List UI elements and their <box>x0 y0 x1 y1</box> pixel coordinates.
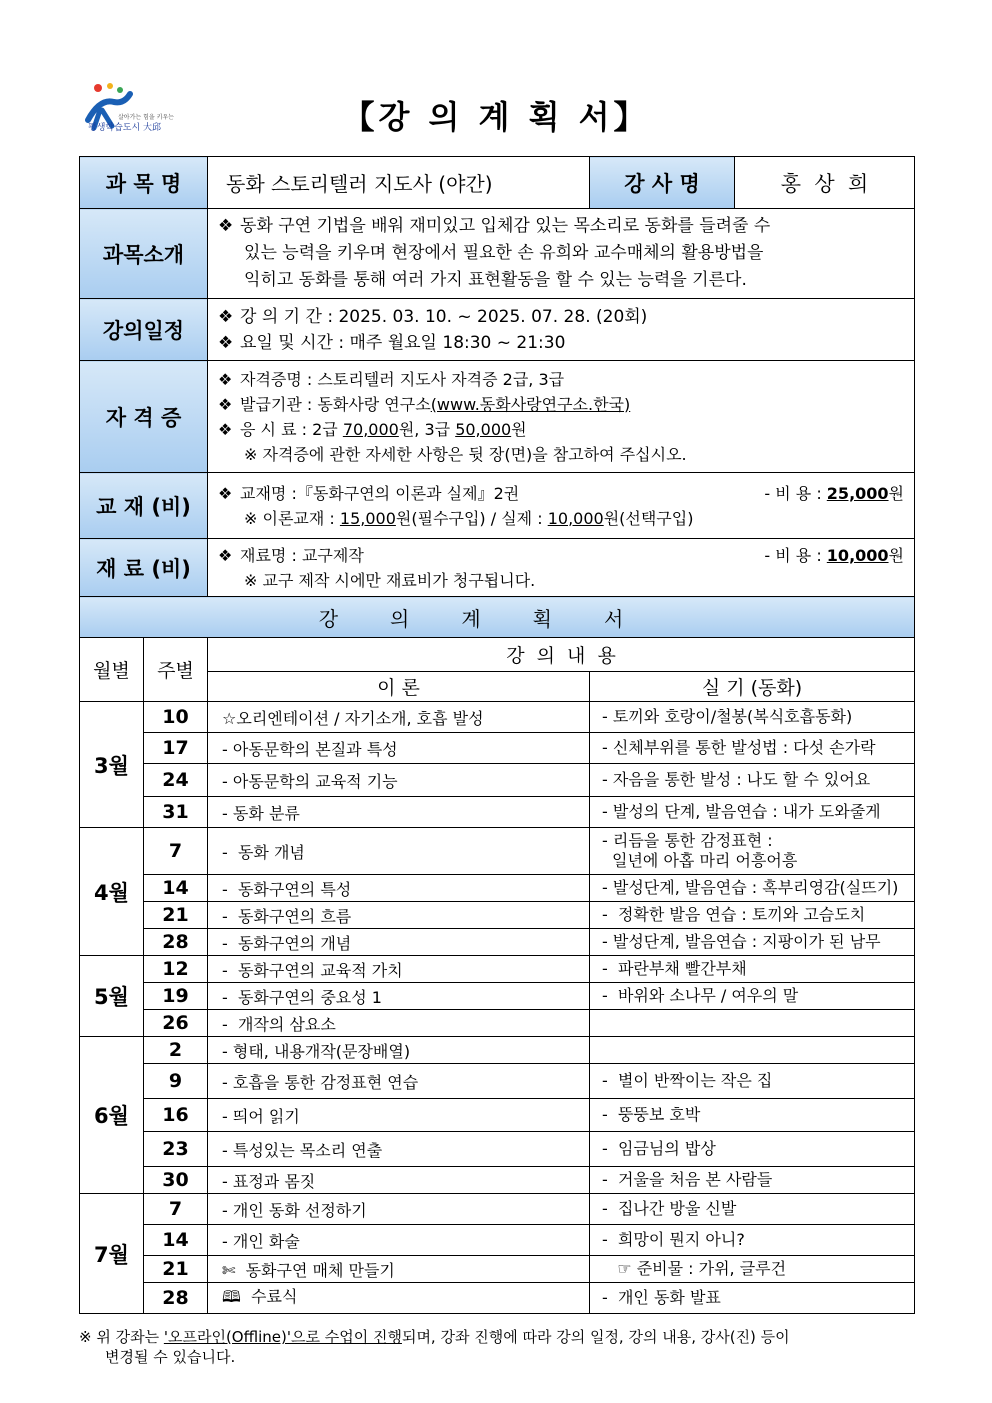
practice-cell <box>590 1037 915 1064</box>
diamond-bullet-icon: ❖ <box>218 306 234 327</box>
subject-value: 동화 스토리텔러 지도사 (야간) <box>208 157 590 209</box>
week-cell: 12 <box>144 956 208 983</box>
table-row <box>80 875 915 902</box>
textbook-cost-value: 25,000 <box>826 483 889 503</box>
table-row <box>80 902 915 929</box>
textbook-label: 교 재 (비) <box>80 473 208 539</box>
plan-section-title: 강의계획서 <box>80 597 915 638</box>
cert-fee-prefix: 응 시 료 : 2급 <box>240 419 343 439</box>
theory-cell: - 동화구연의 특성 <box>208 875 590 902</box>
theory-cell: - 개작의 삼요소 <box>208 1010 590 1037</box>
week-cell: 9 <box>144 1064 208 1099</box>
practice-line: - 리듬을 통한 감정표현 : <box>602 831 773 850</box>
practice-cell <box>590 1064 915 1099</box>
cert-issuer: 발급기관 : 동화사랑 연구소 <box>240 394 431 414</box>
table-row <box>80 733 915 764</box>
week-cell: 28 <box>144 1283 208 1314</box>
cert-name: 자격증명 : 스토리텔러 지도사 자격증 2급, 3급 <box>240 369 565 389</box>
material-name: 재료명 : 교구제작 <box>240 545 364 565</box>
week-cell: 24 <box>144 764 208 797</box>
col-content: 강 의 내 용 <box>208 638 915 672</box>
cert-fee-mid: 원, 3급 <box>398 419 456 439</box>
table-row <box>80 1099 915 1132</box>
table-row <box>80 1010 915 1037</box>
textbook-cost <box>764 481 904 506</box>
cert-note: ※ 자격증에 관한 자세한 사항은 뒷 장(면)을 참고하여 주십시오. <box>244 444 687 464</box>
practice-cell <box>590 702 915 733</box>
practice-cell <box>590 1167 915 1194</box>
cert-fee-3: 50,000 <box>455 419 512 439</box>
theory-cell: - 아동문학의 본질과 특성 <box>208 733 590 764</box>
week-cell: 10 <box>144 702 208 733</box>
week-cell: 21 <box>144 902 208 929</box>
theory-cell: ☆오리엔테이션 / 자기소개, 호흡 발성 <box>208 702 590 733</box>
month-cell: 6월 <box>80 1037 144 1194</box>
practice-line: - 정확한 발음 연습 : 토끼와 고슴도치 <box>602 905 866 924</box>
theory-cell: - 개인 동화 선정하기 <box>208 1194 590 1225</box>
cert-text <box>208 361 915 473</box>
table-row <box>80 1132 915 1167</box>
practice-line: ☞ 준비물 : 가위, 글루건 <box>602 1259 787 1278</box>
practice-line: - 집나간 방울 신발 <box>602 1199 737 1218</box>
table-row <box>80 764 915 797</box>
diamond-bullet-icon: ❖ <box>218 483 233 503</box>
practice-line: - 토끼와 호랑이/철봉(복식호흡동화) <box>602 707 853 726</box>
practice-line: - 신체부위를 통한 발성법 : 다섯 손가락 <box>602 738 876 757</box>
theory-cell: - 동화구연의 흐름 <box>208 902 590 929</box>
textbook-note: ※ 이론교재 : 15,000원(필수구입) / 실제 : 10,000원(선택구입) <box>244 508 694 528</box>
week-cell: 19 <box>144 983 208 1010</box>
textbook-text <box>208 473 915 539</box>
textbook-cost-unit: 원 <box>888 483 905 503</box>
week-cell: 26 <box>144 1010 208 1037</box>
week-cell: 28 <box>144 929 208 956</box>
practice-line: - 개인 동화 발표 <box>602 1288 721 1307</box>
schedule-label: 강의일정 <box>80 299 208 361</box>
week-cell: 17 <box>144 733 208 764</box>
table-row <box>80 1225 915 1256</box>
practice-line: - 발성단계, 발음연습 : 지팡이가 된 남무 <box>602 932 881 951</box>
material-text <box>208 539 915 597</box>
col-theory: 이 론 <box>208 672 590 702</box>
schedule-period: 강 의 기 간 : 2025. 03. 10. ~ 2025. 07. 28. (20회) <box>240 306 648 327</box>
practice-line: - 발성의 단계, 발음연습 : 내가 도와줄게 <box>602 802 881 821</box>
textbook-cost-label: - 비 용 : <box>764 483 827 503</box>
lecturer-label: 강 사 명 <box>590 157 735 209</box>
col-week: 주별 <box>144 638 208 702</box>
lecturer-value: 홍 상 희 <box>735 157 915 209</box>
subject-label: 과 목 명 <box>80 157 208 209</box>
material-note: ※ 교구 제작 시에만 재료비가 청구됩니다. <box>244 570 536 590</box>
week-cell: 2 <box>144 1037 208 1064</box>
logo-text: 평생학습도시 大邱 <box>88 123 162 133</box>
diamond-bullet-icon: ❖ <box>218 419 233 439</box>
col-month: 월별 <box>80 638 144 702</box>
schedule-text <box>208 299 915 361</box>
practice-cell <box>590 875 915 902</box>
table-row <box>80 1256 915 1283</box>
diamond-bullet-icon: ❖ <box>218 545 233 565</box>
week-cell: 14 <box>144 1225 208 1256</box>
practice-line: - 거울을 처음 본 사람들 <box>602 1170 773 1189</box>
intro-text <box>208 209 915 299</box>
table-row <box>80 983 915 1010</box>
practice-cell <box>590 733 915 764</box>
footer-note: ※ 위 강좌는 '오프라인(Offline)'으로 수업이 진행되며, 강좌 진행에 따라 강의 일정, 강의 내용, 강사(진) 등이 변경될 수 있습니다. <box>79 1328 790 1366</box>
practice-line: - 뚱뚱보 호박 <box>602 1105 701 1124</box>
week-cell: 21 <box>144 1256 208 1283</box>
practice-cell <box>590 902 915 929</box>
practice-cell <box>590 929 915 956</box>
theory-cell: ✄ 동화구연 매체 만들기 <box>208 1256 590 1283</box>
lecture-plan-table <box>79 156 915 1314</box>
intro-label: 과목소개 <box>80 209 208 299</box>
theory-cell: - 아동문학의 교육적 기능 <box>208 764 590 797</box>
table-row <box>80 1194 915 1225</box>
practice-line: - 자음을 통한 발성 : 나도 할 수 있어요 <box>602 770 871 789</box>
theory-cell: - 호흡을 통한 감정표현 연습 <box>208 1064 590 1099</box>
cert-fee-unit: 원 <box>511 419 527 439</box>
table-row <box>80 828 915 875</box>
week-cell: 23 <box>144 1132 208 1167</box>
month-cell: 3월 <box>80 702 144 828</box>
practice-cell <box>590 828 915 875</box>
week-cell: 16 <box>144 1099 208 1132</box>
practice-line: - 발성단계, 발음연습 : 혹부리영감(실뜨기) <box>602 878 899 897</box>
week-cell: 7 <box>144 828 208 875</box>
theory-cell: - 형태, 내용개작(문장배열) <box>208 1037 590 1064</box>
table-row <box>80 1037 915 1064</box>
theory-cell: - 동화구연의 중요성 1 <box>208 983 590 1010</box>
practice-cell <box>590 1132 915 1167</box>
theory-cell: - 특성있는 목소리 연출 <box>208 1132 590 1167</box>
week-cell: 31 <box>144 797 208 828</box>
week-cell: 7 <box>144 1194 208 1225</box>
practice-cell <box>590 1194 915 1225</box>
practice-cell <box>590 1099 915 1132</box>
table-row <box>80 956 915 983</box>
theory-cell: - 표정과 몸짓 <box>208 1167 590 1194</box>
diamond-bullet-icon: ❖ <box>218 394 233 414</box>
table-row <box>80 1167 915 1194</box>
practice-cell <box>590 956 915 983</box>
page-title: 【강 의 계 획 서】 <box>342 98 650 136</box>
table-row <box>80 1283 915 1314</box>
material-cost: - 비 용 : 10,000원 <box>764 545 905 565</box>
week-cell: 14 <box>144 875 208 902</box>
month-cell: 5월 <box>80 956 144 1037</box>
practice-line: - 별이 반짝이는 작은 집 <box>602 1071 773 1090</box>
diamond-bullet-icon: ❖ <box>218 332 234 353</box>
week-cell: 30 <box>144 1167 208 1194</box>
textbook-name: 교재명 :『동화구연의 이론과 실제』2권 <box>240 483 520 503</box>
cert-fee-2: 70,000 <box>342 419 399 439</box>
material-label: 재 료 (비) <box>80 539 208 597</box>
month-cell: 7월 <box>80 1194 144 1314</box>
practice-line: 일년에 아홉 마리 어흥어흥 <box>612 851 798 870</box>
intro-line-2: 있는 능력을 키우며 현장에서 필요한 손 유희와 교수매체의 활용방법을 <box>244 243 764 263</box>
practice-cell <box>590 1283 915 1314</box>
logo-slogan: 살아가는 힘을 키우는 <box>118 114 174 121</box>
practice-cell <box>590 1256 915 1283</box>
month-cell: 4월 <box>80 828 144 956</box>
diamond-bullet-icon: ❖ <box>218 369 233 389</box>
intro-line-1: 동화 구연 기법을 배워 재미있고 입체감 있는 목소리로 동화를 들려줄 수 <box>240 216 771 236</box>
intro-line-3: 익히고 동화를 통해 여러 가지 표현활동을 할 수 있는 능력을 기른다. <box>244 270 747 290</box>
cert-issuer-url[interactable]: (www.동화사랑연구소.한국) <box>430 394 631 414</box>
practice-cell <box>590 1010 915 1037</box>
theory-cell: - 띄어 읽기 <box>208 1099 590 1132</box>
theory-cell: - 개인 화술 <box>208 1225 590 1256</box>
diamond-bullet-icon: ❖ <box>218 216 234 236</box>
table-row <box>80 1064 915 1099</box>
practice-cell <box>590 1225 915 1256</box>
table-row <box>80 929 915 956</box>
practice-cell <box>590 983 915 1010</box>
practice-line: - 파란부채 빨간부채 <box>602 959 747 978</box>
practice-cell <box>590 797 915 828</box>
col-practice: 실 기 (동화) <box>590 672 915 702</box>
theory-cell: - 동화 분류 <box>208 797 590 828</box>
theory-cell: - 동화 개념 <box>208 828 590 875</box>
practice-line: - 임금님의 밥상 <box>602 1139 716 1158</box>
practice-line: - 바위와 소나무 / 여우의 말 <box>602 986 799 1005</box>
schedule-time: 요일 및 시간 : 매주 월요일 18:30 ~ 21:30 <box>240 332 566 353</box>
table-row <box>80 797 915 828</box>
practice-line: - 희망이 뭔지 아니? <box>602 1230 745 1249</box>
cert-label: 자 격 증 <box>80 361 208 473</box>
theory-cell: 🕮 수료식 <box>208 1283 590 1314</box>
practice-cell <box>590 764 915 797</box>
theory-cell: - 동화구연의 교육적 가치 <box>208 956 590 983</box>
theory-cell: - 동화구연의 개념 <box>208 929 590 956</box>
table-row <box>80 702 915 733</box>
